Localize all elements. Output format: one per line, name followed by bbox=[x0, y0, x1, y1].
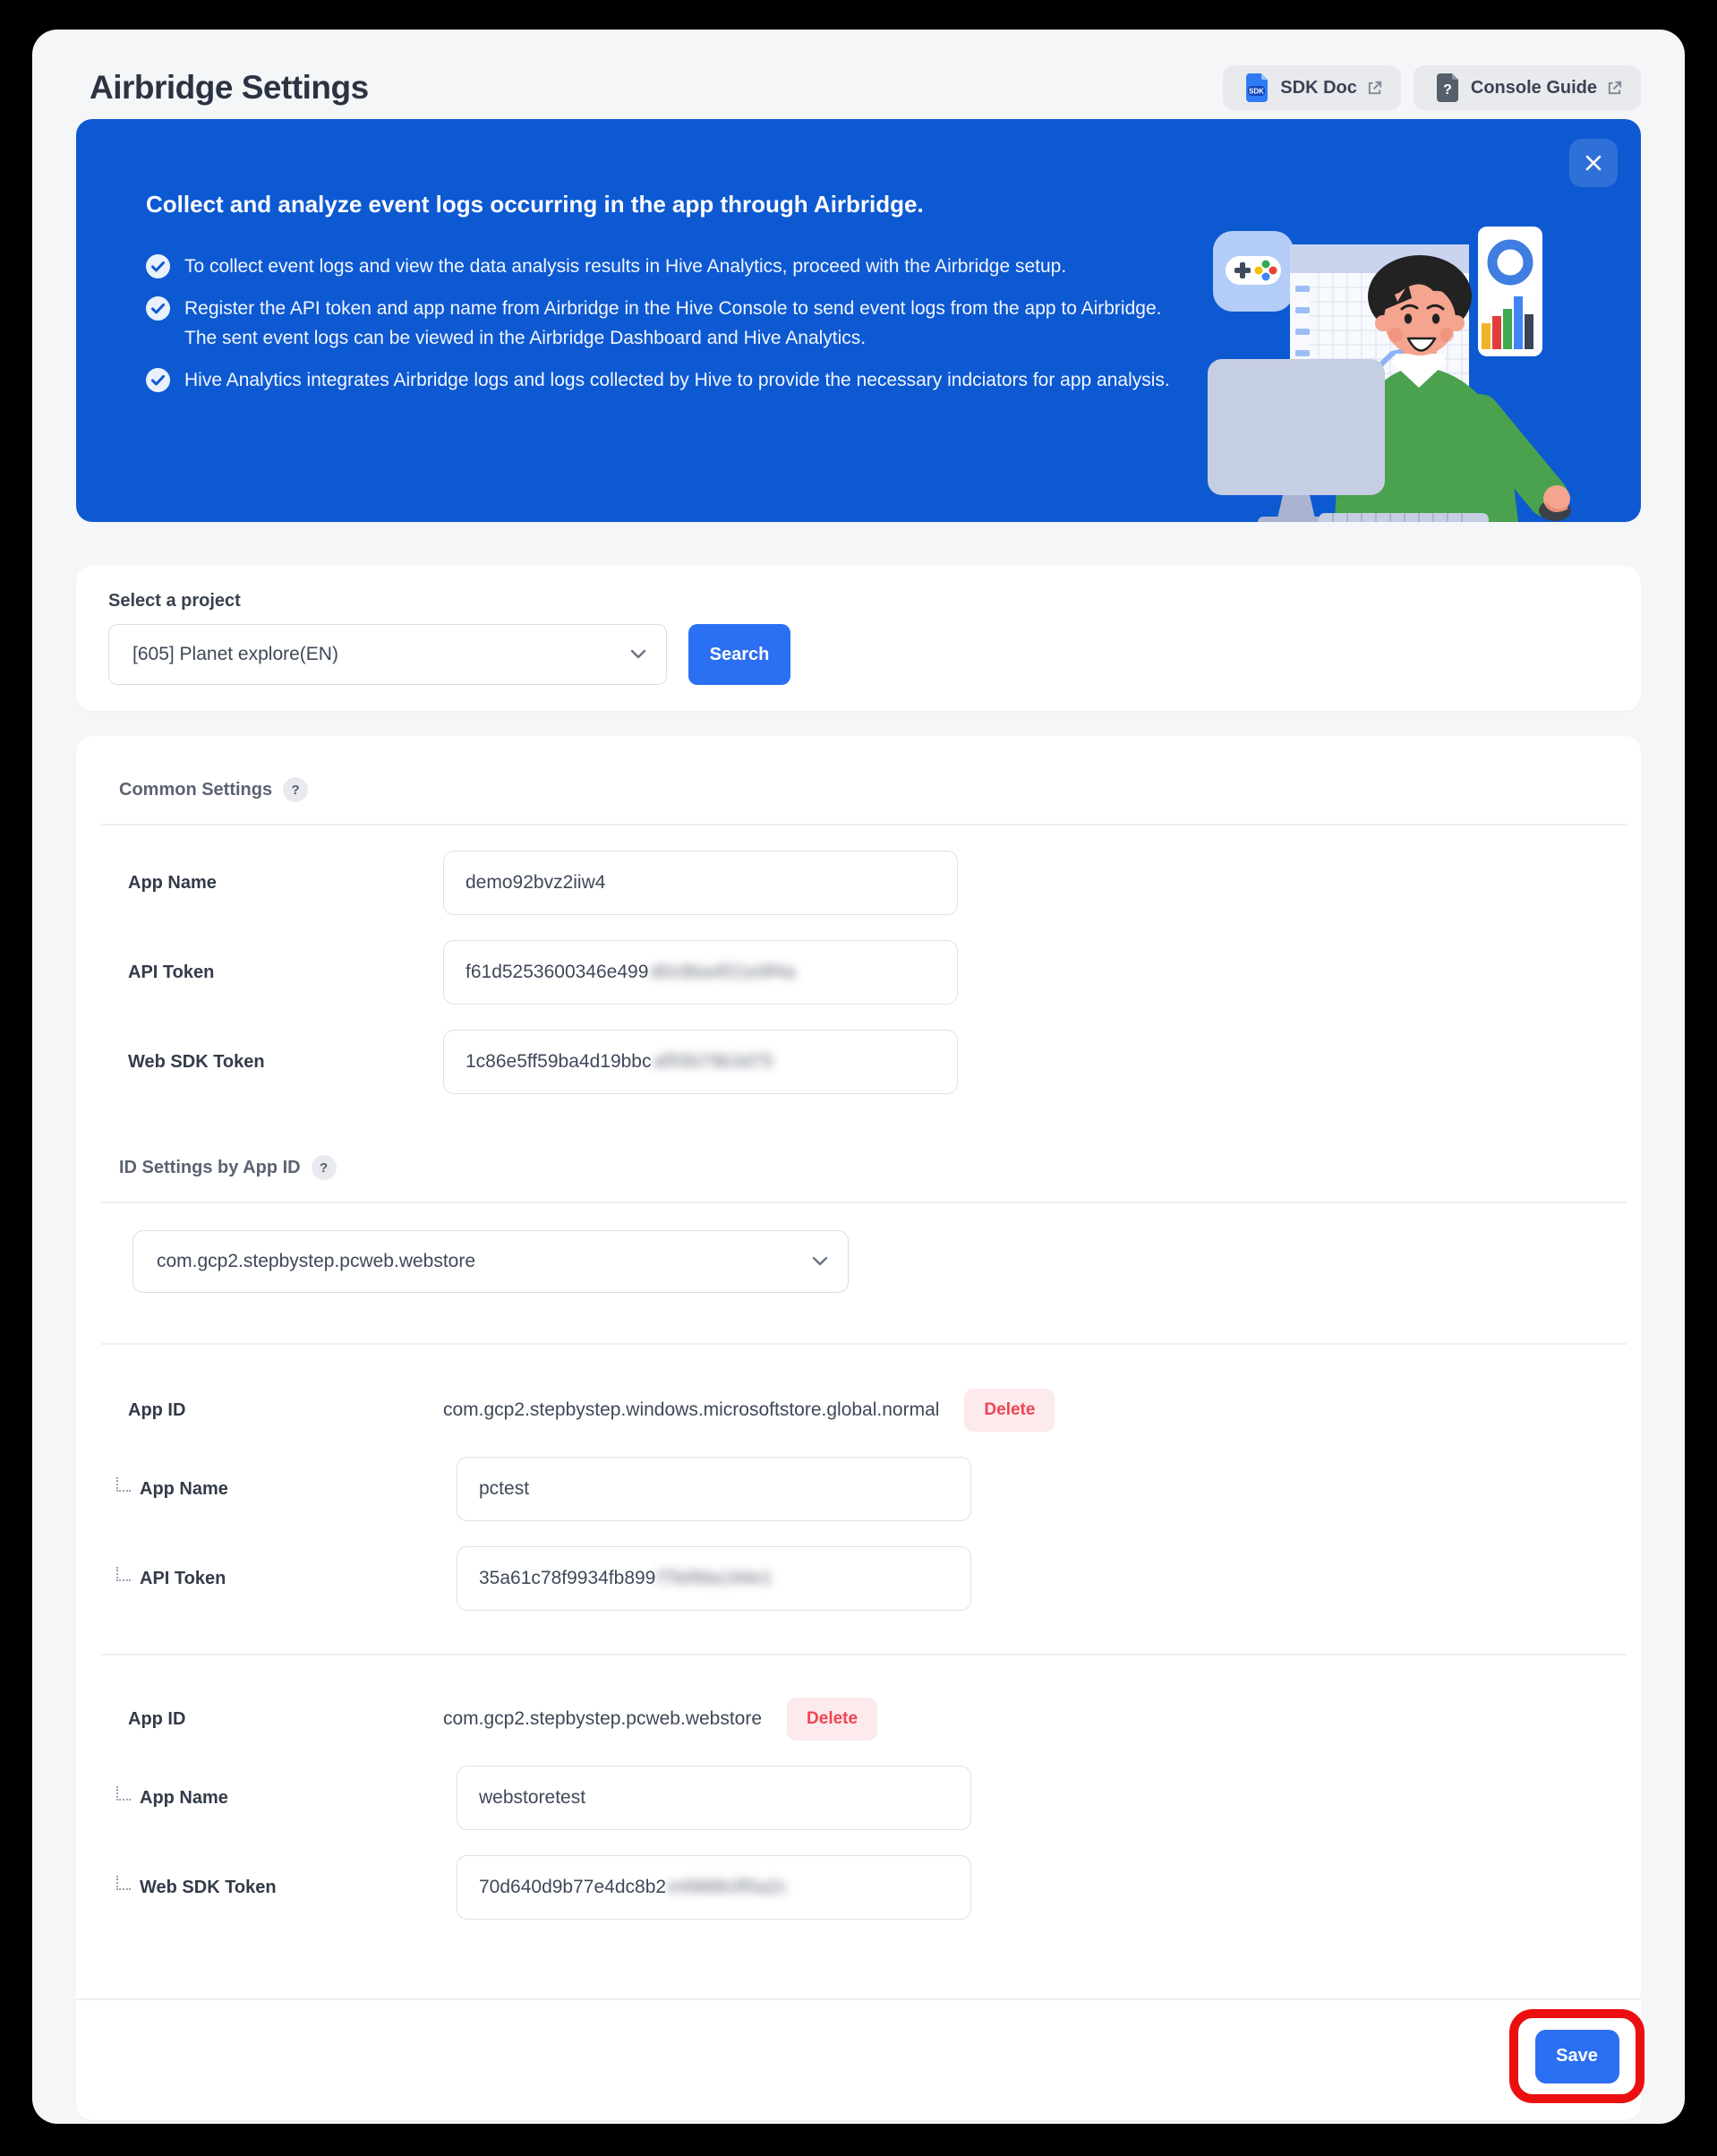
web-sdk-token-input[interactable]: 70d640d9b77e4dc8b2 e4988b3f5a2c bbox=[457, 1855, 971, 1920]
banner-bullet bbox=[146, 252, 1184, 281]
app-name-input[interactable]: demo92bvz2iiw4 bbox=[443, 851, 958, 915]
app-name-input[interactable]: pctest bbox=[457, 1457, 971, 1521]
project-select[interactable] bbox=[108, 624, 667, 685]
web-sdk-token-input[interactable]: 1c86e5ff59ba4d19bbc af55b79b3d75 bbox=[443, 1030, 958, 1094]
save-button[interactable]: Save bbox=[1535, 2030, 1619, 2083]
api-token-input[interactable]: f61d5253600346e499 d0c8ba4f21e9f4a bbox=[443, 940, 958, 1005]
app-name-label: App Name bbox=[128, 872, 217, 893]
banner-bullet-text: Register the API token and app name from Airbridge in the Hive Console to send event logs from the app to Airbridge. The sent event logs can be viewed in the Airbridge Dashboard and Hive Analytics. bbox=[184, 298, 1162, 348]
help-icon[interactable]: ? bbox=[312, 1155, 337, 1180]
redacted-token-tail: f7b0fda194e1 bbox=[657, 1568, 773, 1588]
banner-heading: Collect and analyze event logs occurring in the app through Airbridge. bbox=[146, 191, 924, 218]
app-id-label: App ID bbox=[128, 1399, 186, 1420]
common-settings-title: Common Settings bbox=[119, 779, 273, 800]
app-id-row bbox=[128, 1385, 1641, 1435]
app-name-input[interactable]: webstoretest bbox=[457, 1766, 971, 1830]
sub-field-row bbox=[116, 1457, 1641, 1521]
redacted-token-tail: e4988b3f5a2c bbox=[668, 1877, 788, 1897]
web-sdk-token-label: Web SDK Token bbox=[128, 1051, 265, 1072]
redacted-token-tail: d0c8ba4f21e9f4a bbox=[650, 962, 796, 982]
stats-card bbox=[1478, 227, 1542, 356]
sub-field-row bbox=[116, 1546, 1641, 1611]
svg-text:SDK: SDK bbox=[1249, 87, 1265, 96]
check-icon bbox=[146, 254, 170, 278]
api-token-input[interactable]: 35a61c78f9934fb899 f7b0fda194e1 bbox=[457, 1546, 971, 1611]
banner-bullet-text: To collect event logs and view the data analysis results in Hive Analytics, proceed with the Airbridge setup. bbox=[184, 256, 1067, 277]
external-link-icon bbox=[1606, 80, 1623, 97]
close-icon bbox=[1583, 152, 1604, 174]
redacted-token-tail: af55b79b3d75 bbox=[653, 1051, 773, 1072]
svg-text:?: ? bbox=[1442, 82, 1452, 98]
info-banner bbox=[76, 119, 1641, 522]
sdk-doc-icon bbox=[1241, 73, 1271, 103]
divider bbox=[101, 824, 1627, 826]
banner-bullet-text: Hive Analytics integrates Airbridge logs and logs collected by Hive to provide the necessary indciators for app analysis. bbox=[184, 370, 1170, 390]
divider bbox=[101, 1654, 1627, 1656]
chevron-down-icon bbox=[812, 1256, 828, 1267]
id-settings-title: ID Settings by App ID bbox=[119, 1157, 301, 1177]
sdk-doc-label: SDK Doc bbox=[1280, 77, 1357, 98]
tree-connector-icon bbox=[116, 1786, 131, 1801]
tree-connector-icon bbox=[116, 1477, 131, 1492]
console-guide-label: Console Guide bbox=[1470, 77, 1597, 98]
app-id-select-value: com.gcp2.stepbystep.pcweb.webstore bbox=[157, 1251, 476, 1271]
app-id-value: com.gcp2.stepbystep.windows.microsoftstore.global.normal bbox=[443, 1399, 940, 1420]
app-id-select[interactable] bbox=[132, 1230, 849, 1293]
console-guide-button[interactable] bbox=[1414, 65, 1641, 110]
banner-close-button[interactable] bbox=[1569, 139, 1618, 187]
footer bbox=[76, 2000, 1641, 2103]
field-row-api-token bbox=[128, 940, 1641, 1005]
header-actions bbox=[1223, 65, 1641, 110]
project-select-value: [605] Planet explore(EN) bbox=[132, 644, 338, 664]
gamepad-icon bbox=[1213, 231, 1294, 312]
delete-button[interactable]: Delete bbox=[787, 1698, 877, 1741]
app-id-label: App ID bbox=[128, 1708, 186, 1729]
app-name-label: App Name bbox=[140, 1787, 228, 1808]
check-icon bbox=[146, 296, 170, 321]
banner-bullet bbox=[146, 294, 1184, 353]
divider bbox=[101, 1202, 1627, 1203]
banner-bullets bbox=[146, 252, 1184, 407]
help-icon[interactable]: ? bbox=[283, 777, 308, 802]
api-token-label: API Token bbox=[128, 962, 215, 982]
field-row-app-name bbox=[128, 851, 1641, 915]
search-button[interactable]: Search bbox=[688, 624, 790, 685]
web-sdk-token-label: Web SDK Token bbox=[140, 1877, 277, 1897]
project-panel bbox=[76, 566, 1641, 711]
page-header bbox=[90, 56, 1641, 119]
app-id-value: com.gcp2.stepbystep.pcweb.webstore bbox=[443, 1708, 763, 1729]
annotation-highlight-box bbox=[1509, 2009, 1644, 2103]
console-guide-icon bbox=[1431, 73, 1462, 103]
check-icon bbox=[146, 368, 170, 392]
external-link-icon bbox=[1366, 80, 1383, 97]
app-id-row bbox=[128, 1694, 1641, 1744]
banner-bullet bbox=[146, 365, 1184, 395]
divider bbox=[101, 1343, 1627, 1345]
sdk-doc-button[interactable] bbox=[1223, 65, 1401, 110]
sub-field-row bbox=[116, 1766, 1641, 1830]
tree-connector-icon bbox=[116, 1876, 131, 1890]
select-project-label: Select a project bbox=[108, 591, 241, 611]
app-name-label: App Name bbox=[140, 1478, 228, 1499]
chevron-down-icon bbox=[630, 649, 646, 660]
field-row-web-sdk-token bbox=[128, 1030, 1641, 1094]
delete-button[interactable]: Delete bbox=[964, 1389, 1055, 1432]
settings-card bbox=[32, 30, 1685, 2124]
sub-field-row bbox=[116, 1855, 1641, 1920]
settings-panel bbox=[76, 736, 1641, 2120]
page-title: Airbridge Settings bbox=[90, 69, 369, 106]
tree-connector-icon bbox=[116, 1567, 131, 1581]
api-token-label: API Token bbox=[140, 1568, 226, 1588]
